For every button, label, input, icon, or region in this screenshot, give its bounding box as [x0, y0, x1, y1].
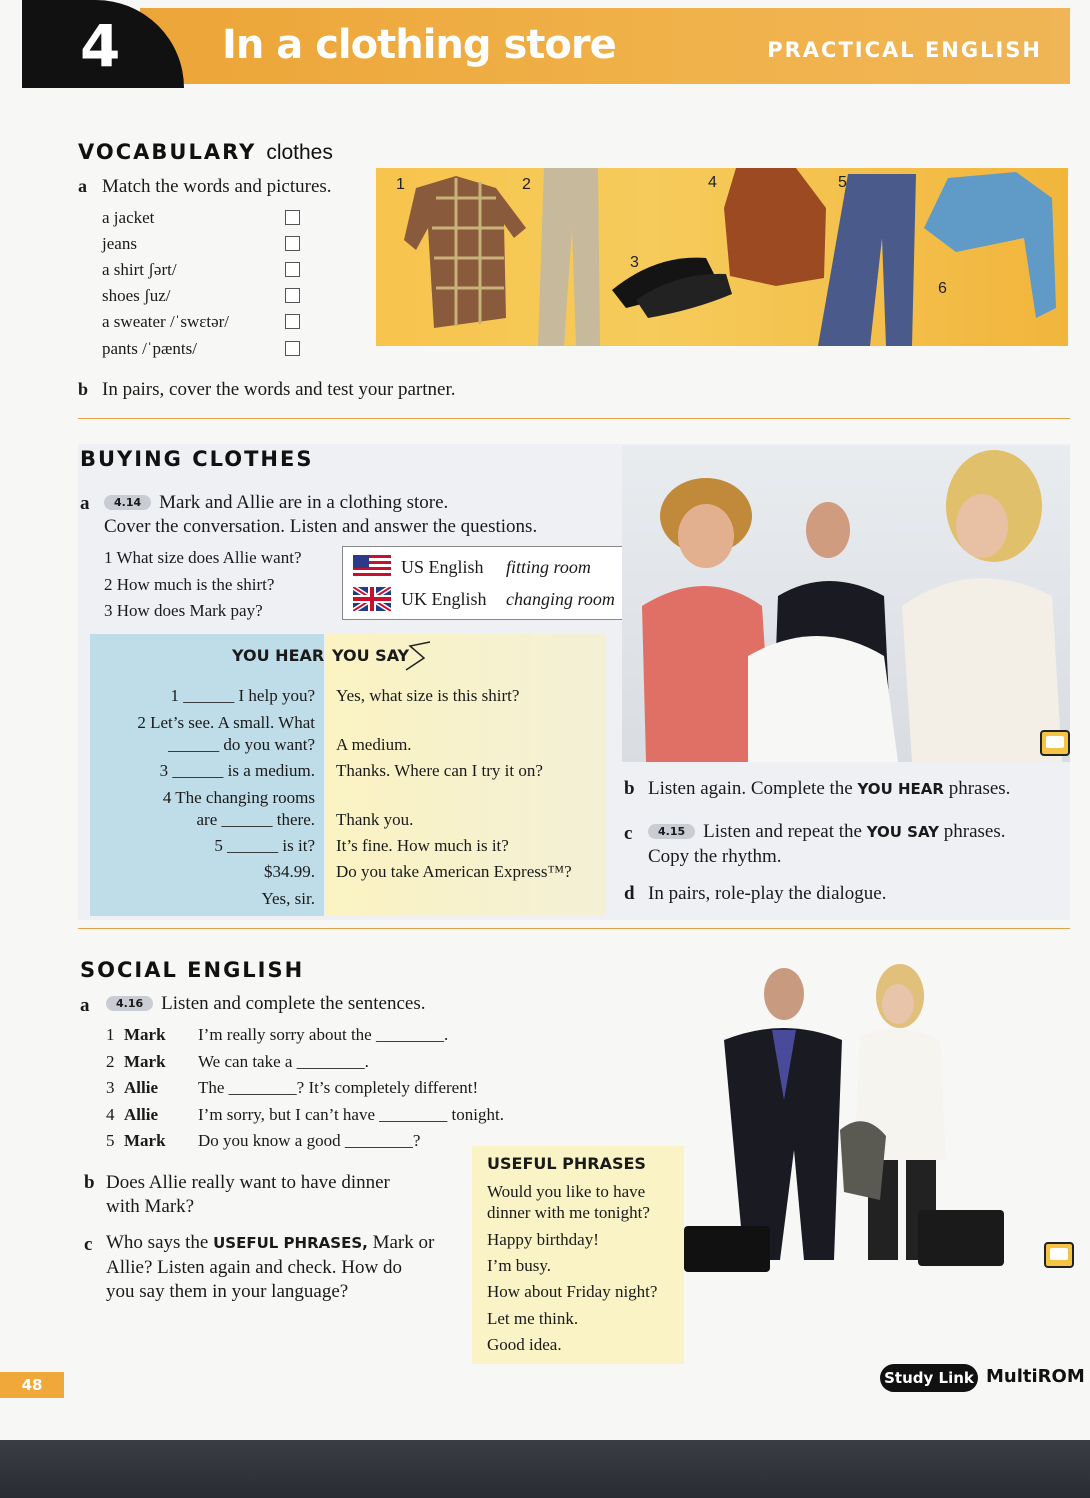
social-instruction-c: Who says the USEFUL PHRASES, Mark or — [106, 1232, 435, 1253]
social-instruction: 4.16 Listen and complete the sentences. — [106, 993, 425, 1015]
uk-english-term: changing room — [506, 589, 615, 609]
speaker: Allie — [124, 1078, 158, 1097]
social-english-heading: SOCIAL ENGLISH — [80, 958, 305, 982]
you-hear-line: 3 ______ is a medium. — [159, 761, 315, 780]
section-divider — [78, 928, 1070, 929]
you-say-line: Do you take American Express™? — [336, 862, 572, 881]
social-instruction-c-line2: Allie? Listen again and check. How do — [106, 1257, 402, 1278]
couple-illustration — [684, 960, 1024, 1274]
clothes-pictures — [376, 168, 1068, 346]
couple-photo — [684, 960, 1024, 1274]
question: 3 How does Mark pay? — [104, 601, 263, 620]
uk-english-label: UK English — [401, 589, 487, 609]
buying-instruction-line2: Cover the conversation. Listen and answer the questions. — [104, 516, 538, 537]
sentence-number: 3 — [106, 1078, 115, 1097]
exercise-letter: a — [80, 995, 90, 1016]
buying-instruction: 4.14 Mark and Allie are in a clothing store. — [104, 492, 448, 514]
sentence: Do you know a good ________? — [198, 1131, 421, 1150]
social-instruction-c-line3: you say them in your language? — [106, 1281, 349, 1302]
you-say-line: Thanks. Where can I try it on? — [336, 761, 543, 780]
answer-checkbox[interactable] — [285, 314, 300, 329]
buying-instruction-b: Listen again. Complete the YOU HEAR phrases. — [648, 778, 1011, 799]
answer-checkbox[interactable] — [285, 236, 300, 251]
you-say-heading: YOU SAY — [332, 646, 410, 665]
sentence: I’m really sorry about the ________. — [198, 1025, 449, 1044]
exercise-letter: d — [624, 883, 635, 904]
jacket-picture — [724, 168, 826, 286]
word-item: a sweater /ˈswɛtər/ — [102, 312, 230, 331]
exercise-letter: c — [84, 1234, 93, 1255]
audio-track-badge[interactable]: 4.14 — [104, 495, 151, 510]
answer-checkbox[interactable] — [285, 288, 300, 303]
you-hear-line: 1 ______ I help you? — [170, 686, 315, 705]
scan-background — [0, 1440, 1090, 1498]
speaker: Mark — [124, 1131, 166, 1150]
you-say-line: Thank you. — [336, 810, 414, 829]
shirt-picture — [404, 176, 526, 328]
sentence-number: 5 — [106, 1131, 115, 1150]
answer-checkbox[interactable] — [285, 341, 300, 356]
exercise-letter: a — [78, 176, 87, 196]
question: 1 What size does Allie want? — [104, 548, 302, 567]
exercise-letter: b — [84, 1172, 95, 1193]
video-icon[interactable] — [1040, 730, 1070, 756]
vocabulary-subheading: clothes — [266, 141, 333, 164]
you-hear-heading: YOU HEAR — [232, 646, 325, 665]
sentence: The ________? It’s completely different! — [198, 1078, 479, 1097]
useful-phrase: I’m busy. — [487, 1256, 552, 1275]
exercise-letter: b — [624, 778, 635, 799]
sentence-number: 4 — [106, 1105, 115, 1124]
picture-number: 1 — [396, 176, 405, 193]
section-divider — [78, 418, 1070, 419]
us-uk-note — [342, 546, 628, 620]
vocabulary-heading: VOCABULARY clothes — [78, 140, 333, 164]
useful-phrases-box — [472, 1146, 684, 1364]
multirom-label: MultiROM — [986, 1366, 1085, 1387]
useful-phrases-heading: USEFUL PHRASES — [487, 1154, 646, 1173]
audio-track-badge[interactable]: 4.15 — [648, 824, 695, 839]
word-item: pants /ˈpænts/ — [102, 339, 197, 358]
useful-phrase: Good idea. — [487, 1335, 562, 1354]
answer-checkbox[interactable] — [285, 262, 300, 277]
sentence-number: 1 — [106, 1025, 115, 1044]
useful-phrase: How about Friday night? — [487, 1282, 658, 1301]
buying-clothes-heading: BUYING CLOTHES — [80, 447, 314, 471]
buying-instruction-c: 4.15 Listen and repeat the YOU SAY phrases. — [648, 821, 1006, 843]
us-english-label: US English — [401, 557, 484, 577]
speaker: Allie — [124, 1105, 158, 1124]
word-item: a shirt ʃərt/ — [102, 260, 177, 279]
answer-checkbox[interactable] — [285, 210, 300, 225]
us-flag-icon — [353, 555, 391, 579]
you-say-line: Yes, what size is this shirt? — [336, 686, 520, 705]
question: 2 How much is the shirt? — [104, 575, 275, 594]
social-instruction-b-line2: with Mark? — [106, 1196, 195, 1217]
exercise-letter: b — [78, 379, 89, 399]
exercise-letter: a — [80, 493, 90, 514]
uk-flag-icon — [353, 587, 391, 611]
useful-phrase: Happy birthday! — [487, 1230, 599, 1249]
clothes-illustration — [376, 168, 1068, 346]
study-link-logo: Study Link — [880, 1364, 978, 1392]
you-hear-line: $34.99. — [264, 862, 315, 881]
word-item: jeans — [102, 234, 137, 253]
store-photo — [622, 446, 1070, 762]
video-icon[interactable] — [1044, 1242, 1074, 1268]
sentence-number: 2 — [106, 1052, 115, 1071]
sentence: We can take a ________. — [198, 1052, 369, 1071]
section-tag: PRACTICAL ENGLISH — [767, 38, 1042, 62]
word-item: shoes ʃuz/ — [102, 286, 171, 305]
you-hear-line: ______ do you want? — [168, 735, 315, 754]
buying-instruction-c-line2: Copy the rhythm. — [648, 846, 782, 867]
picture-number: 3 — [630, 254, 639, 271]
picture-number: 4 — [708, 174, 717, 191]
picture-number: 6 — [938, 280, 947, 297]
you-say-line: It’s fine. How much is it? — [336, 836, 509, 855]
picture-number: 2 — [522, 176, 531, 193]
useful-phrase: Let me think. — [487, 1309, 579, 1328]
speech-arrow-icon — [404, 640, 434, 674]
picture-number: 5 — [838, 174, 847, 191]
you-say-line: A medium. — [336, 735, 412, 754]
social-instruction-b: Does Allie really want to have dinner — [106, 1172, 390, 1193]
page-number: 48 — [0, 1372, 64, 1398]
us-english-term: fitting room — [506, 557, 591, 577]
audio-track-badge[interactable]: 4.16 — [106, 996, 153, 1011]
store-scene-illustration — [622, 446, 1070, 762]
speaker: Mark — [124, 1052, 166, 1071]
useful-phrase: Would you like to have — [487, 1182, 646, 1201]
word-item: a jacket — [102, 208, 155, 227]
unit-number: 4 — [80, 12, 121, 80]
sentence: I’m sorry, but I can’t have ________ tonight. — [198, 1105, 504, 1124]
you-hear-line: 2 Let’s see. A small. What — [137, 713, 315, 732]
you-hear-line: Yes, sir. — [261, 889, 315, 908]
khaki-pants-picture — [538, 168, 600, 346]
you-hear-line: 5 ______ is it? — [214, 836, 315, 855]
exercise-letter: c — [624, 823, 633, 844]
unit-title: In a clothing store — [222, 22, 616, 68]
you-hear-line: 4 The changing rooms — [162, 788, 315, 807]
buying-instruction-d: In pairs, role-play the dialogue. — [648, 883, 887, 904]
useful-phrase: dinner with me tonight? — [487, 1203, 650, 1222]
vocabulary-instruction-b: In pairs, cover the words and test your partner. — [102, 379, 456, 400]
jeans-picture — [818, 174, 916, 346]
vocabulary-instruction: Match the words and pictures. — [102, 176, 332, 197]
you-hear-line: are ______ there. — [196, 810, 315, 829]
speaker: Mark — [124, 1025, 166, 1044]
